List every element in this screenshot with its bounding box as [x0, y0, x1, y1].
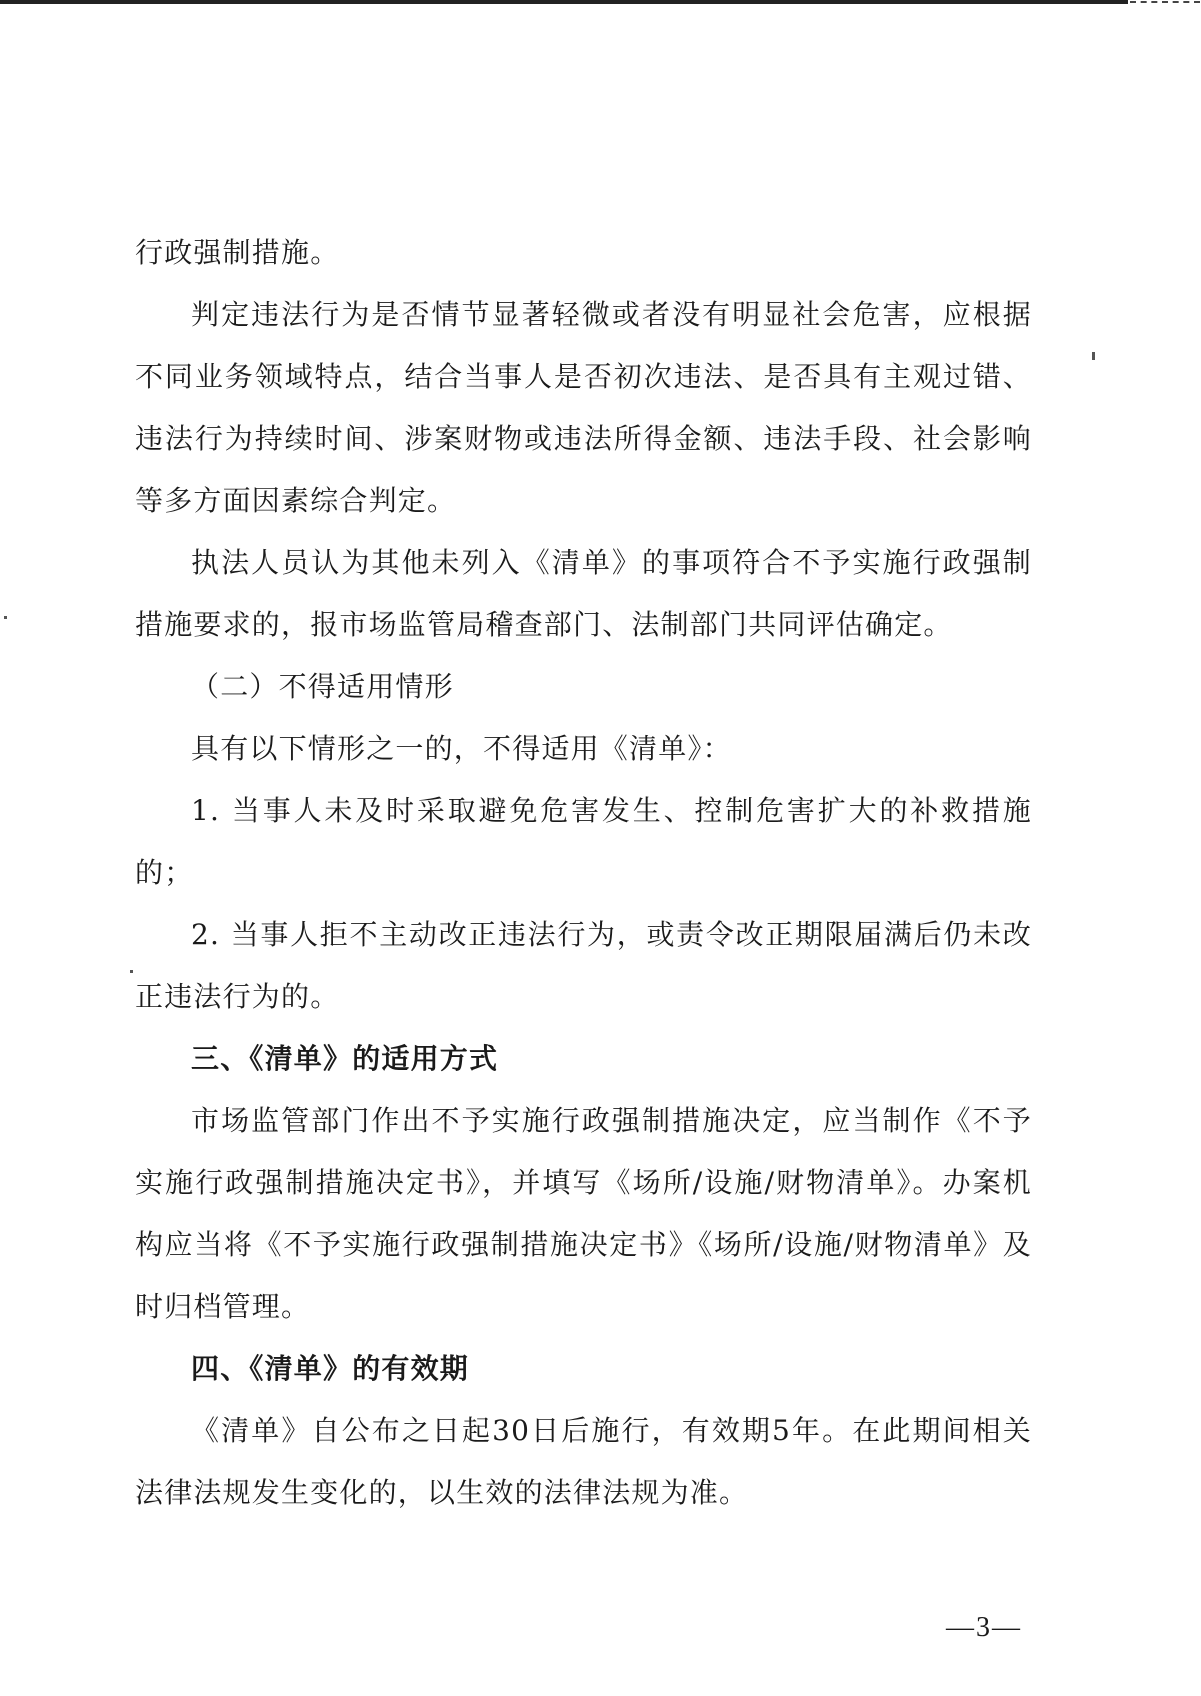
section-heading: 三、《清单》的适用方式 — [191, 1042, 499, 1075]
paragraph: 执法人员认为其他未列入《清单》的事项符合不予实施行政强制措施要求的，报市场监管局稽查部门、法制部门共同评估确定。 — [135, 546, 1032, 641]
list-item: 2. 当事人拒不主动改正违法行为，或责令改正期限届满后仍未改正违法行为的。 — [135, 918, 1032, 1013]
paragraph: 市场监管部门作出不予实施行政强制措施决定，应当制作《不予实施行政强制措施决定书》，并填写《场所/设施/财物清单》。办案机构应当将《不予实施行政强制措施决定书》《场所/设施/财物清单》及时归档管理。 — [135, 1104, 1032, 1323]
paragraph: 具有以下情形之一的，不得适用《清单》： — [191, 732, 732, 765]
document-body — [135, 222, 1032, 1524]
paragraph: 判定违法行为是否情节显著轻微或者没有明显社会危害，应根据不同业务领域特点，结合当事人是否初次违法、是否具有主观过错、违法行为持续时间、涉案财物或违法所得金额、违法手段、社会影响等多方面因素综合判定。 — [135, 298, 1032, 517]
top-border-line — [0, 0, 1128, 4]
subheading: （二）不得适用情形 — [191, 670, 454, 703]
section-heading: 四、《清单》的有效期 — [191, 1352, 470, 1385]
top-border-dashed-line — [1130, 1, 1200, 3]
paragraph: 行政强制措施。 — [135, 236, 340, 269]
page-number: —3— — [946, 1612, 1022, 1643]
scan-speck — [130, 970, 133, 973]
list-item: 1. 当事人未及时采取避免危害发生、控制危害扩大的补救措施的； — [135, 794, 1032, 889]
scan-speck — [4, 616, 7, 619]
paragraph: 《清单》自公布之日起30日后施行，有效期5年。在此期间相关法律法规发生变化的，以生效的法律法规为准。 — [135, 1414, 1032, 1509]
scan-speck — [1092, 352, 1095, 360]
